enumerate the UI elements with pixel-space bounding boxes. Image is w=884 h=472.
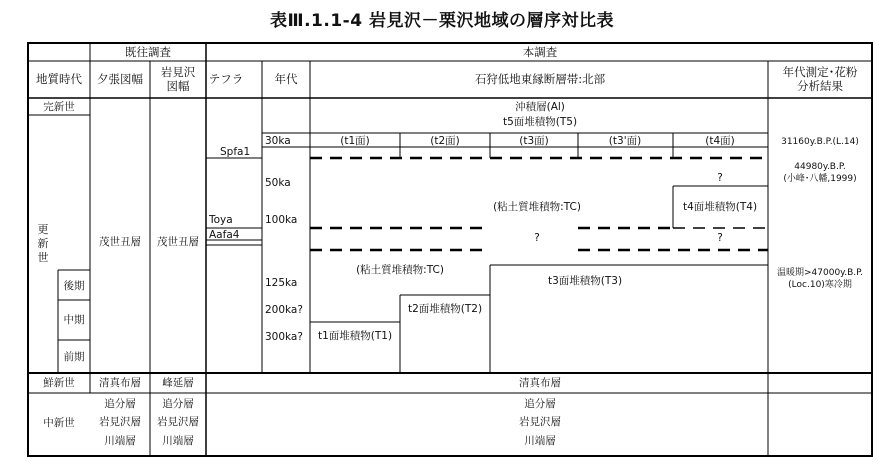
surface-t4: (t4面) — [705, 135, 735, 147]
formation-minenobu: 峰延層 — [162, 377, 194, 389]
t4-deposit: t4面堆積物(T4) — [682, 201, 758, 213]
result-r3a: 温暖期>47000y.B.P. — [777, 268, 863, 278]
header-iwamizawa-2: 図幅 — [166, 79, 190, 93]
header-chishitsu-jidai: 地質時代 — [36, 72, 82, 86]
t1-deposit: t1面堆積物(T1) — [317, 330, 393, 342]
header-iwamizawa-1: 岩見沢 — [160, 65, 196, 79]
clay-deposit-tc-right: (粘土質堆積物:TC) — [493, 201, 581, 213]
age-50ka: 50ka — [265, 177, 291, 189]
age-100ka: 100ka — [265, 214, 298, 226]
surface-t3: (t3面) — [519, 135, 549, 147]
formation-moseushi-yubari: 茂世丑層 — [99, 236, 141, 248]
header-kioh: 既往調査 — [125, 45, 171, 59]
tephra-toya: Toya — [209, 214, 233, 226]
question-t4-upper: ? — [717, 172, 723, 184]
formation-kawabata-yubari: 川端層 — [104, 435, 136, 447]
t5-deposit: t5面堆積物(T5) — [502, 116, 578, 128]
epoch-chuki: 中期 — [63, 314, 85, 326]
tephra-aafa4: Aafa4 — [209, 229, 240, 241]
surface-t1: (t1面) — [340, 135, 370, 147]
epoch-chushinsei: 中新世 — [43, 417, 75, 429]
main-iwamizawa: 岩見沢層 — [519, 416, 561, 428]
formation-oiwake-yubari: 追分層 — [104, 398, 136, 410]
formation-iwamizawa-iwamizawa: 岩見沢層 — [157, 416, 199, 428]
formation-kiyomappu-yubari: 清真布層 — [99, 377, 141, 389]
main-kawabata: 川端層 — [524, 435, 556, 447]
surface-t3d: (t3'面) — [608, 135, 642, 147]
header-tephra: テフラ — [208, 72, 244, 86]
result-r3b: (Loc.10)寒冷期 — [788, 280, 852, 290]
question-t4-lower: ? — [717, 232, 723, 244]
t2-deposit: t2面堆積物(T2) — [407, 303, 483, 315]
formation-kawabata-iwamizawa: 川端層 — [162, 435, 194, 447]
formation-moseushi-iwamizawa: 茂世丑層 — [157, 236, 199, 248]
header-ishikari: 石狩低地東縁断層帯:北部 — [474, 72, 606, 86]
chusekiso: 沖積層(Al) — [515, 101, 565, 113]
surface-t2: (t2面) — [430, 135, 460, 147]
result-r1: 31160y.B.P.(L.14) — [781, 137, 859, 147]
clay-deposit-tc-left: (粘土質堆積物:TC) — [356, 264, 444, 276]
age-125ka: 125ka — [265, 277, 298, 289]
question-mid: ? — [534, 232, 540, 244]
formation-iwamizawa-yubari: 岩見沢層 — [99, 416, 141, 428]
main-oiwake: 追分層 — [524, 398, 556, 410]
tephra-spfa1: Spfa1 — [220, 146, 251, 158]
header-nendai: 年代 — [274, 72, 298, 86]
age-300ka: 300ka? — [265, 331, 303, 343]
epoch-koshinsei: 更新世 — [37, 223, 49, 264]
age-200ka: 200ka? — [265, 304, 303, 316]
epoch-senshinsei: 鮮新世 — [43, 377, 75, 389]
header-sokutei-2: 分析結果 — [797, 79, 843, 93]
page-title: 表Ⅲ.1.1-4 岩見沢－栗沢地域の層序対比表 — [270, 11, 614, 31]
header-yubari: 夕張図幅 — [97, 72, 143, 86]
age-30ka: 30ka — [265, 135, 291, 147]
result-r2a: 44980y.B.P. — [794, 162, 846, 172]
header-honchosa: 本調査 — [522, 45, 558, 59]
result-r2b: (小峰･八幡,1999) — [783, 174, 857, 184]
formation-oiwake-iwamizawa: 追分層 — [162, 398, 194, 410]
header-sokutei-1: 年代測定･花粉 — [782, 65, 858, 79]
epoch-kouki: 後期 — [63, 280, 85, 292]
main-kiyomappu: 清真布層 — [519, 377, 561, 389]
epoch-kanshinsei: 完新世 — [43, 101, 75, 113]
t3-deposit: t3面堆積物(T3) — [547, 275, 623, 287]
epoch-zenki: 前期 — [63, 351, 85, 363]
